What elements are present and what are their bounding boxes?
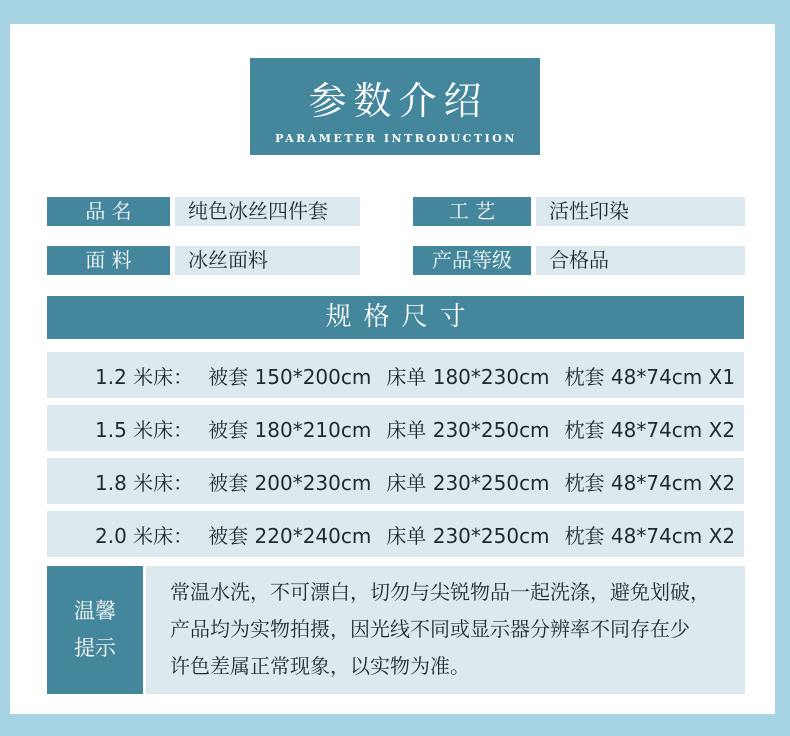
tips-text-line1: 常温水洗，不可漂白，切勿与尖锐物品一起洗涤，避免划破，	[170, 580, 710, 604]
value-craft: 活性印染	[536, 197, 745, 226]
spec-row-1-5m	[47, 405, 744, 451]
pillow-size: 枕套 48*74cm X2	[564, 523, 736, 548]
page-title: 参数介绍	[308, 79, 489, 123]
sheet-size: 床单 180*230cm	[386, 364, 550, 389]
sheet-size: 床单 230*250cm	[386, 523, 550, 548]
spec-section-banner: 规格尺寸	[47, 296, 744, 339]
spec-row-1-2m	[47, 352, 744, 398]
label-craft: 工 艺	[413, 197, 531, 226]
bed-size: 1.8 米床：	[95, 470, 194, 495]
sheet-size: 床单 230*250cm	[386, 470, 550, 495]
duvet-size: 被套 200*230cm	[208, 470, 372, 495]
tips-label-line1: 温馨	[74, 599, 116, 623]
header-banner	[250, 58, 540, 155]
tips-text	[146, 566, 745, 694]
pillow-size: 枕套 48*74cm X2	[564, 417, 736, 442]
tips-text-line3: 许色差属正常现象，以实物为准。	[170, 654, 470, 678]
label-product-name: 品 名	[47, 197, 170, 226]
value-fabric: 冰丝面料	[175, 246, 360, 275]
sheet-size: 床单 230*250cm	[386, 417, 550, 442]
pillow-size: 枕套 48*74cm X1	[564, 364, 736, 389]
duvet-size: 被套 220*240cm	[208, 523, 372, 548]
label-fabric: 面 料	[47, 246, 170, 275]
tips-label-line2: 提示	[74, 636, 116, 660]
value-product-name: 纯色冰丝四件套	[175, 197, 360, 226]
bed-size: 1.5 米床：	[95, 417, 194, 442]
page-subtitle: PARAMETER INTRODUCTION	[275, 132, 517, 145]
duvet-size: 被套 150*200cm	[208, 364, 372, 389]
tips-label	[47, 566, 143, 694]
spec-row-2-0m	[47, 511, 744, 557]
pillow-size: 枕套 48*74cm X2	[564, 470, 736, 495]
spec-row-1-8m	[47, 458, 744, 504]
duvet-size: 被套 180*210cm	[208, 417, 372, 442]
label-grade: 产品等级	[413, 246, 531, 275]
bed-size: 2.0 米床：	[95, 523, 194, 548]
tips-text-line2: 产品均为实物拍摄，因光线不同或显示器分辨率不同存在少	[170, 617, 690, 641]
value-grade: 合格品	[536, 246, 745, 275]
bed-size: 1.2 米床：	[95, 364, 194, 389]
